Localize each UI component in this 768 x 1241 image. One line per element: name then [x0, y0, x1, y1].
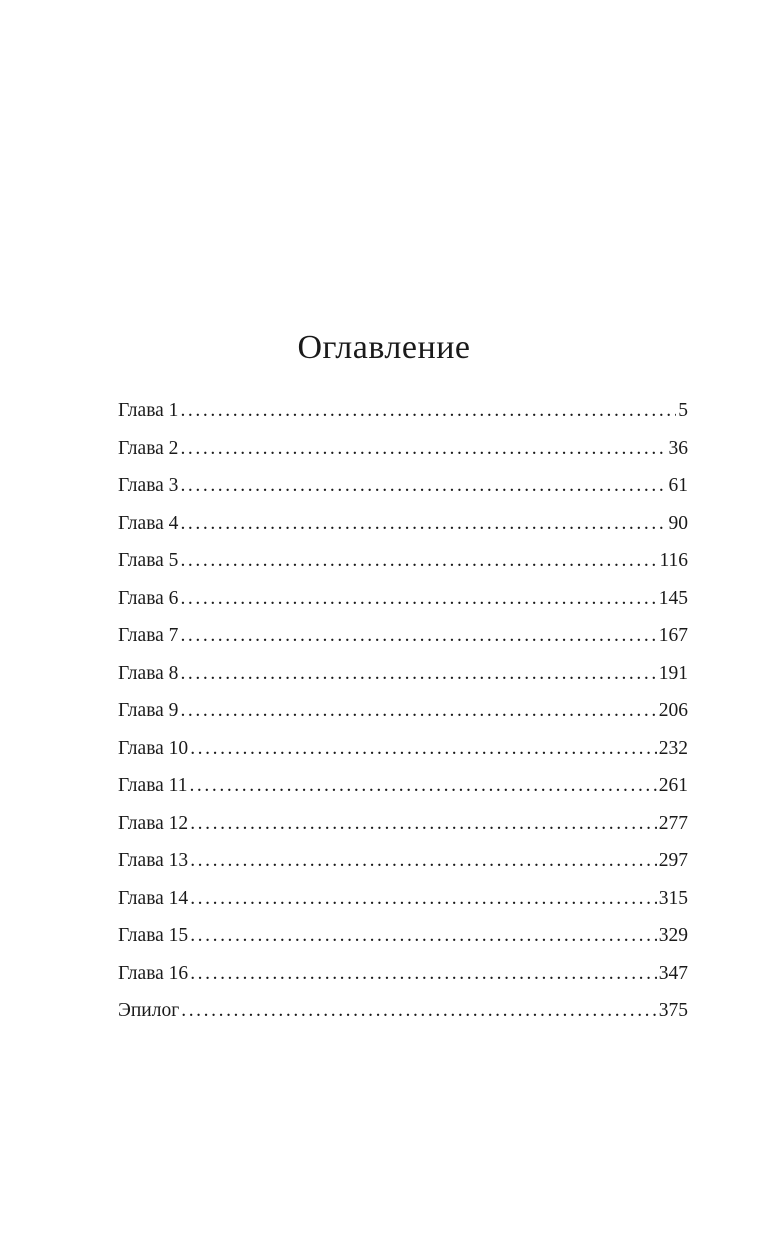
toc-leader-dots: [180, 580, 656, 618]
toc-leader-dots: [180, 505, 666, 543]
toc-entry-page: 90: [668, 512, 688, 534]
toc-leader-dots: [180, 542, 657, 580]
toc-entry-page: 191: [658, 662, 688, 684]
toc-entry-label: Глава 9: [118, 700, 179, 721]
toc-entry-page: 347: [658, 962, 688, 984]
toc-leader-dots: [180, 617, 656, 655]
toc-entry[interactable]: [118, 580, 688, 618]
toc-entry-label: Глава 8: [118, 662, 179, 684]
toc-entry-label: Глава 3: [118, 475, 179, 496]
toc-entry-page: 329: [658, 925, 688, 946]
toc-entry-page: 145: [658, 587, 688, 609]
toc-entry-label: Глава 6: [118, 587, 179, 609]
toc-entry-page: 297: [658, 850, 688, 871]
toc-leader-dots: [180, 392, 676, 430]
toc-entry[interactable]: [118, 430, 688, 468]
toc-entry-page: 315: [658, 887, 688, 909]
toc-entry-page: 261: [658, 775, 688, 796]
toc-entry[interactable]: [118, 467, 688, 505]
toc-entry-label: Глава 1: [118, 400, 179, 421]
toc-entry-page: 277: [658, 812, 688, 834]
toc-entry[interactable]: [118, 805, 688, 843]
toc-title: Оглавление: [297, 329, 471, 366]
toc-leader-dots: [180, 430, 666, 468]
toc-entry-label: Глава 11: [118, 775, 188, 796]
toc-entry[interactable]: [118, 955, 688, 993]
toc-entry-epilogue[interactable]: [118, 992, 688, 1030]
toc-entry-label: Эпилог: [118, 1000, 180, 1021]
toc-entry-page: 36: [668, 437, 688, 459]
toc-leader-dots: [190, 730, 657, 768]
toc-leader-dots: [180, 655, 656, 693]
toc-entry[interactable]: [118, 842, 688, 880]
toc-entry[interactable]: [118, 655, 688, 693]
toc-leader-dots: [189, 767, 656, 805]
toc-entry-label: Глава 14: [118, 887, 189, 909]
toc-entry[interactable]: [118, 505, 688, 543]
toc-entry-page: 116: [659, 550, 688, 571]
toc-leader-dots: [190, 955, 657, 993]
toc-entry[interactable]: [118, 542, 688, 580]
toc-leader-dots: [181, 992, 657, 1030]
toc-entry-page: 167: [658, 625, 688, 646]
toc-entry-label: Глава 15: [118, 925, 189, 946]
toc-entry-page: 232: [658, 737, 688, 759]
toc-entry[interactable]: [118, 880, 688, 918]
toc-leader-dots: [190, 805, 657, 843]
toc-entry[interactable]: [118, 617, 688, 655]
toc-leader-dots: [190, 917, 657, 955]
toc-entry[interactable]: [118, 392, 688, 430]
toc-entry-label: Глава 7: [118, 625, 179, 646]
toc-leader-dots: [180, 467, 666, 505]
toc-entry-label: Глава 10: [118, 737, 189, 759]
toc-entry-label: Глава 5: [118, 550, 179, 571]
toc-entry-label: Глава 4: [118, 512, 179, 534]
toc-leader-dots: [180, 692, 656, 730]
toc-entry-label: Глава 13: [118, 850, 189, 871]
toc-entry-label: Глава 16: [118, 962, 189, 984]
toc-entry[interactable]: [118, 767, 688, 805]
toc-leader-dots: [190, 842, 657, 880]
toc-entry-page: 206: [658, 700, 688, 721]
toc-entry-page: 375: [658, 1000, 688, 1021]
toc-list: [118, 392, 688, 1030]
toc-entry-page: 61: [668, 475, 688, 496]
toc-entry[interactable]: [118, 692, 688, 730]
toc-entry[interactable]: [118, 917, 688, 955]
toc-entry[interactable]: [118, 730, 688, 768]
toc-entry-label: Глава 2: [118, 437, 179, 459]
toc-entry-page: 5: [678, 400, 688, 421]
toc-leader-dots: [190, 880, 657, 918]
toc-entry-label: Глава 12: [118, 812, 189, 834]
